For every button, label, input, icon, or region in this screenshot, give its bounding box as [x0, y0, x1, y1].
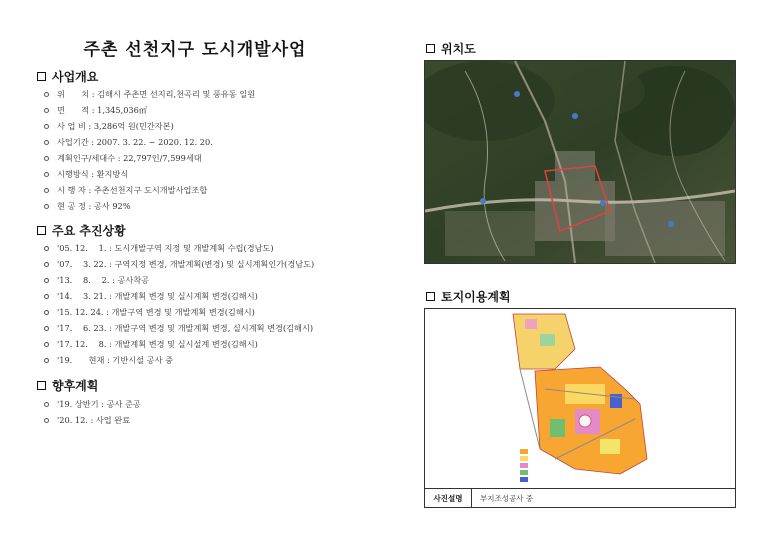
checkbox-square-icon: [37, 226, 46, 235]
overview-item: 사 업 비 : 3,286억 원(민간자본): [44, 121, 174, 132]
land-use-plan: [424, 308, 736, 508]
overview-item: 사업기간 : 2007. 3. 22. ~ 2020. 12. 20.: [44, 137, 213, 148]
photo-caption-row: [424, 488, 736, 508]
overview-heading-label: 사업개요: [52, 70, 99, 84]
checkbox-square-icon: [37, 72, 46, 81]
overview-item: 시 행 자 : 주촌선천지구 도시개발사업조합: [44, 185, 207, 196]
caption-label: 사진설명: [425, 489, 472, 507]
progress-heading-label: 주요 추진상황: [52, 224, 126, 238]
circle-bullet-icon: [44, 278, 49, 283]
overview-item: 현 공 정 : 공사 92%: [44, 201, 131, 212]
land-use-map-image: [425, 309, 735, 489]
progress-item: '13. 8. 2. : 공사착공: [44, 275, 149, 286]
future-item: '19. 상반기 : 공사 준공: [44, 399, 141, 410]
circle-bullet-icon: [44, 124, 49, 129]
circle-bullet-icon: [44, 262, 49, 267]
circle-bullet-icon: [44, 358, 49, 363]
progress-item: '17. 6. 23. : 개발구역 변경 및 개발계획 변경, 실시계획 변경(김해시): [44, 323, 313, 334]
overview-item: 면 적 : 1,345,036㎡: [44, 105, 147, 116]
circle-bullet-icon: [44, 246, 49, 251]
circle-bullet-icon: [44, 92, 49, 97]
checkbox-square-icon: [426, 44, 435, 53]
progress-item: '07. 3. 22. : 구역지정 변경, 개발계획(변경) 및 실시계획인가(경남도): [44, 259, 314, 270]
checkbox-square-icon: [37, 381, 46, 390]
circle-bullet-icon: [44, 188, 49, 193]
circle-bullet-icon: [44, 294, 49, 299]
circle-bullet-icon: [44, 140, 49, 145]
overview-item: 시행방식 : 환지방식: [44, 169, 128, 180]
future-heading-label: 향후계획: [52, 379, 99, 393]
circle-bullet-icon: [44, 402, 49, 407]
land-use-heading-label: 토지이용계획: [441, 290, 511, 304]
circle-bullet-icon: [44, 108, 49, 113]
location-heading: [426, 40, 476, 57]
circle-bullet-icon: [44, 310, 49, 315]
future-heading: [37, 377, 98, 394]
circle-bullet-icon: [44, 326, 49, 331]
land-use-heading: [426, 288, 511, 305]
circle-bullet-icon: [44, 342, 49, 347]
location-map: [424, 60, 736, 264]
progress-item: '19. 현재 : 기반시설 공사 중: [44, 355, 173, 366]
circle-bullet-icon: [44, 418, 49, 423]
progress-heading: [37, 222, 126, 239]
progress-item: '17. 12. 8. : 개발계획 변경 및 실시설계 변경(김해시): [44, 339, 258, 350]
page-title: 주촌 선천지구 도시개발사업: [83, 40, 307, 60]
checkbox-square-icon: [426, 292, 435, 301]
future-item: '20. 12. : 사업 완료: [44, 415, 130, 426]
location-heading-label: 위치도: [441, 42, 476, 56]
satellite-map-image: [425, 61, 735, 263]
overview-heading: [37, 68, 98, 85]
circle-bullet-icon: [44, 156, 49, 161]
progress-item: '15. 12. 24. : 개발구역 변경 및 개발계획 변경(김해시): [44, 307, 255, 318]
progress-item: '14. 3. 21. : 개발계획 변경 및 실시계획 변경(김해시): [44, 291, 258, 302]
caption-text: 부지조성공사 중: [480, 493, 534, 503]
circle-bullet-icon: [44, 172, 49, 177]
overview-item: 위 치 : 김해시 주촌면 선지리,천곡리 및 풍유동 일원: [44, 89, 255, 100]
circle-bullet-icon: [44, 204, 49, 209]
progress-item: '05. 12. 1. : 도시개발구역 지정 및 개발계획 수립(경남도): [44, 243, 274, 254]
overview-item: 계획인구/세대수 : 22,797인/7,599세대: [44, 153, 202, 164]
